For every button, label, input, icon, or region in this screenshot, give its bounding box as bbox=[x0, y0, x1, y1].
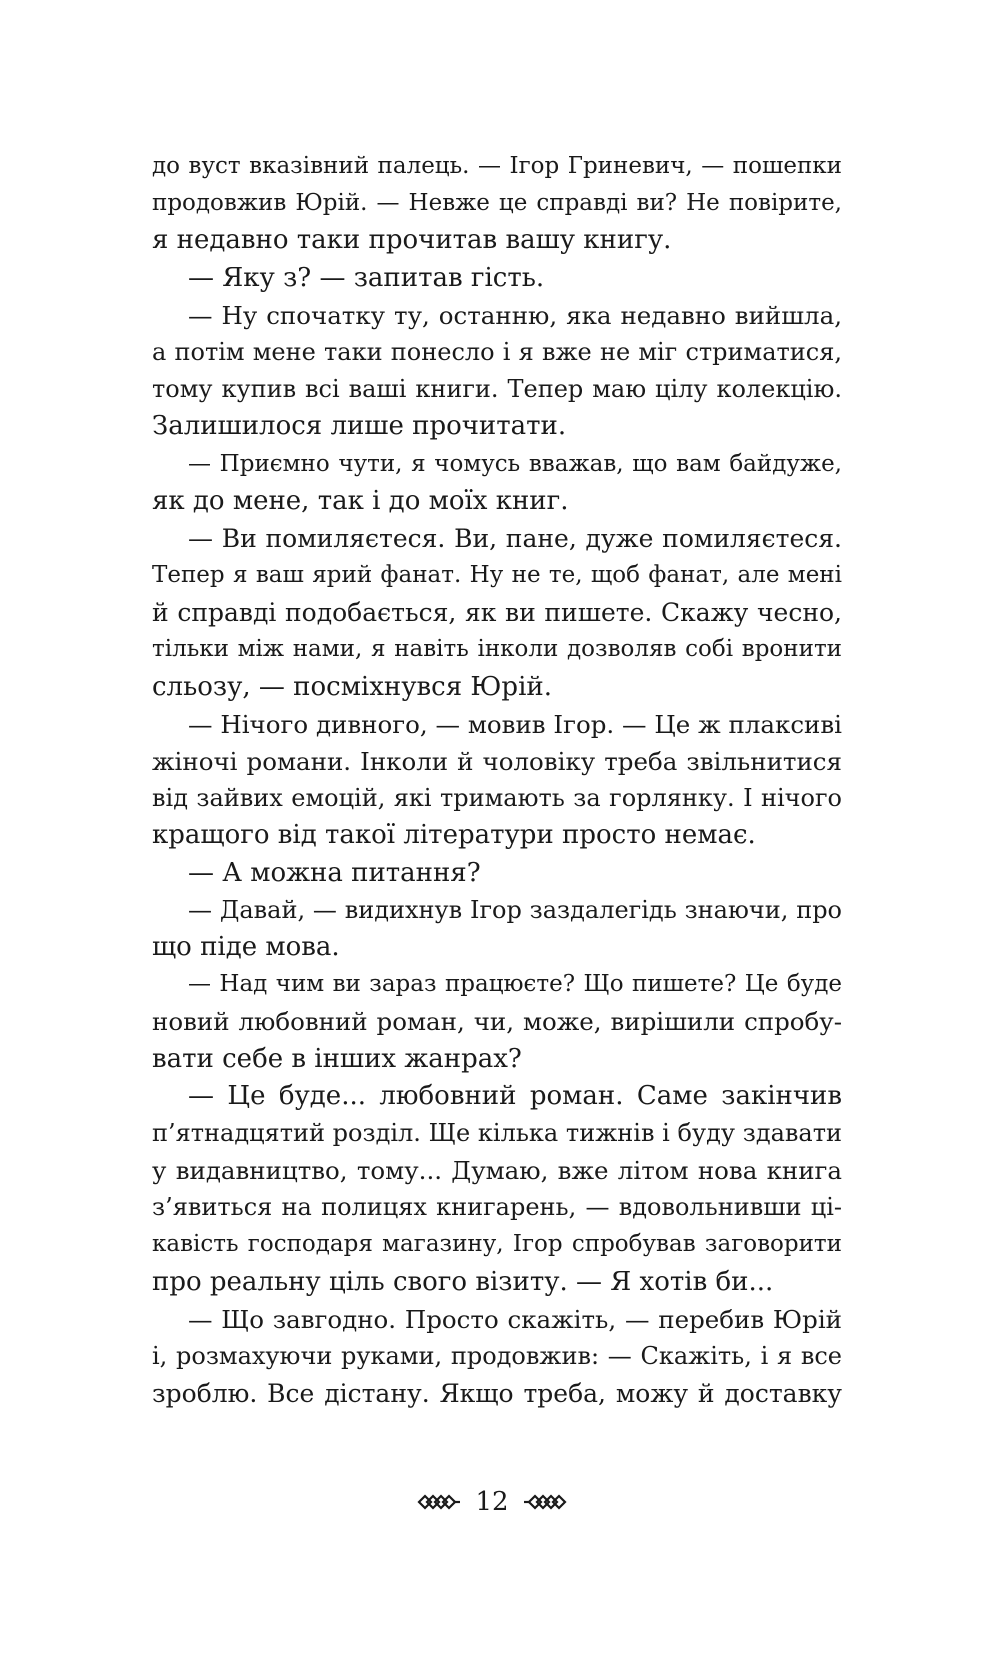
text-line: — Ви помиляєтеся. Ви, пане, дуже помиляєтеся. bbox=[188, 523, 842, 553]
text-line: тільки між нами, я навіть інколи дозволяв собі вронити bbox=[152, 636, 842, 663]
text-line: про реальну ціль свого візиту. — Я хотів би... bbox=[152, 1266, 774, 1297]
page-number: 12 bbox=[475, 1487, 509, 1517]
text-line: жіночі романи. Інколи й чоловіку треба звільнитися bbox=[152, 747, 842, 776]
text-line: — Це буде... любовний роман. Саме закінчив bbox=[188, 1080, 842, 1111]
text-line: Тепер я ваш ярий фанат. Ну не те, щоб фанат, але мені bbox=[152, 562, 842, 589]
text-line: й справді подобається, як ви пишете. Скажу чесно, bbox=[152, 598, 842, 628]
text-line: у видавництво, тому... Думаю, вже літом нова книга bbox=[152, 1156, 842, 1186]
text-line: від зайвих емоцій, які тримають за горлянку. І нічого bbox=[152, 784, 842, 813]
text-line: — Нічого дивного, — мовив Ігор. — Це ж плаксиві bbox=[188, 709, 842, 739]
text-line: — Яку з? — запитав гість. bbox=[188, 262, 545, 293]
text-line: вати себе в інших жанрах? bbox=[152, 1043, 522, 1074]
text-line: сльозу, — посміхнувся Юрій. bbox=[152, 671, 552, 702]
page-footer bbox=[0, 1482, 984, 1522]
text-line: — Ну спочатку ту, останню, яка недавно вийшла, bbox=[188, 300, 842, 330]
text-line: тому купив всі ваші книги. Тепер маю цілу колекцію. bbox=[152, 375, 842, 404]
text-line: кавість господаря магазину, Ігор спробував заговорити bbox=[152, 1231, 842, 1258]
text-line: — Що завгодно. Просто скажіть, — перебив Юрій bbox=[188, 1304, 842, 1334]
text-line: Залишилося лише прочитати. bbox=[152, 411, 567, 442]
text-line: новий любовний роман, чи, може, вирішили спробу- bbox=[152, 1007, 842, 1037]
text-line: — Приємно чути, я чомусь вважав, що вам байдуже, bbox=[188, 450, 842, 477]
text-line: кращого від такої літератури просто немає. bbox=[152, 820, 756, 851]
knot-ornament-icon bbox=[417, 1491, 461, 1513]
text-line: — А можна питання? bbox=[188, 857, 481, 888]
text-line: я недавно таки прочитав вашу книгу. bbox=[152, 225, 672, 256]
text-line: з’явиться на полицях книгарень, — вдовольнивши ці- bbox=[152, 1193, 842, 1222]
text-line: що піде мова. bbox=[152, 931, 340, 962]
text-line: як до мене, так і до моїх книг. bbox=[152, 485, 569, 516]
text-line: зроблю. Все дістану. Якщо треба, можу й доставку bbox=[152, 1379, 842, 1409]
text-line: а потім мене таки понесло і я вже не міг стриматися, bbox=[152, 337, 842, 366]
text-line: п’ятнадцятий розділ. Ще кілька тижнів і буду здавати bbox=[152, 1118, 842, 1147]
text-line: до вуст вказівний палець. — Ігор Гриневич, — пошепки bbox=[152, 153, 842, 179]
text-line: і, розмахуючи руками, продовжив: — Скажіть, і я все bbox=[152, 1342, 842, 1370]
knot-ornament-icon bbox=[523, 1491, 567, 1513]
body-text bbox=[152, 148, 842, 1412]
text-line: — Над чим ви зараз працюєте? Що пишете? Це буде bbox=[188, 971, 842, 998]
text-line: — Давай, — видихнув Ігор заздалегідь знаючи, про bbox=[188, 895, 842, 924]
text-line: продовжив Юрій. — Невже це справді ви? Не повірите, bbox=[152, 190, 842, 217]
